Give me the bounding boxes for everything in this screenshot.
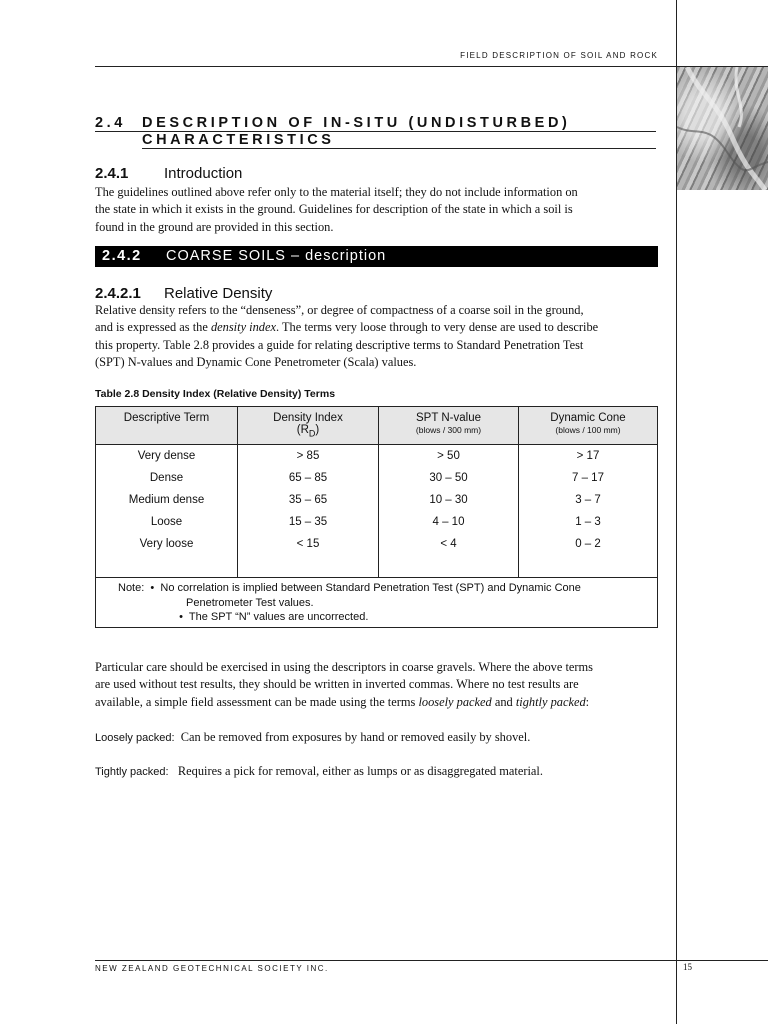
cell-density-index: < 15 — [296, 538, 320, 550]
emphasis-term: tightly packed — [515, 694, 586, 709]
section-heading-2-4 — [95, 115, 656, 149]
cell-descriptive-term: Dense — [149, 472, 184, 484]
cell-descriptive-term: Medium dense — [128, 494, 205, 506]
density-index-table — [95, 406, 658, 628]
header-spt-n-value — [379, 412, 518, 435]
note-text: The SPT “N” values are uncorrected. — [188, 611, 369, 623]
bullet: • — [150, 582, 155, 594]
text-run: : — [585, 694, 590, 709]
section-number: 2.4 — [95, 115, 126, 131]
term-text: Requires a pick for removal, either as lumps or as disaggregated material. — [177, 764, 543, 778]
subsection-title: Relative Density — [164, 285, 273, 302]
text-line: (SPT) N-values and Dynamic Cone Penetrometer (Scala) values. — [95, 354, 417, 369]
term-text: Can be removed from exposures by hand or removed easily by shovel. — [180, 730, 531, 744]
header-text: ) — [315, 424, 320, 436]
text-run: and — [491, 694, 516, 709]
cell-density-index: 15 – 35 — [288, 516, 328, 528]
header-text: Dynamic Cone — [550, 412, 626, 424]
cell-descriptive-term: Loose — [150, 516, 183, 528]
header-text: Density Index — [273, 412, 343, 424]
header-text: (R — [296, 424, 309, 436]
cell-dynamic-cone: 7 – 17 — [572, 472, 604, 484]
header-unit: (blows / 100 mm) — [555, 425, 621, 435]
text-line: this property. Table 2.8 provides a guide for relating descriptive terms to Standard Penetration Test — [95, 337, 584, 352]
cell-descriptive-term: Very dense — [137, 450, 196, 462]
rock-photo-thumbnail — [677, 67, 768, 190]
subscript: D — [308, 428, 316, 439]
cell-density-index: 35 – 65 — [288, 494, 328, 506]
header-descriptive-term: Descriptive Term — [123, 412, 210, 424]
subsection-title: Introduction — [164, 165, 243, 182]
subsection-heading-intro — [95, 165, 242, 182]
header-dynamic-cone — [519, 412, 657, 435]
cell-dynamic-cone: > 17 — [576, 450, 600, 462]
text-run: and is expressed as the — [95, 320, 211, 335]
relative-density-paragraph — [95, 302, 659, 371]
cell-density-index: > 85 — [296, 450, 320, 462]
note-divider — [96, 577, 657, 578]
text-run: available, a simple field assessment can be made using the terms — [95, 694, 419, 709]
cell-spt-n-value: > 50 — [437, 450, 460, 462]
text-line: the state in which it exists in the ground. Guidelines for description of the state in which a soil is — [95, 202, 573, 217]
table-caption: Table 2.8 Density Index (Relative Density) Terms — [95, 388, 336, 400]
header-text: SPT N-value — [416, 412, 481, 424]
running-foot: NEW ZEALAND GEOTECHNICAL SOCIETY INC. — [95, 964, 329, 973]
footer-rule — [95, 960, 768, 961]
cell-dynamic-cone: 3 – 7 — [575, 494, 601, 506]
emphasis-term: loosely packed — [418, 694, 492, 709]
subsection-number: 2.4.1 — [95, 165, 129, 182]
cell-spt-n-value: 30 – 50 — [429, 472, 468, 484]
header-rule — [95, 66, 768, 67]
table-note — [118, 581, 581, 625]
text-line: Particular care should be exercised in using the descriptors in coarse gravels. Where the above terms — [95, 660, 593, 674]
text-line: The guidelines outlined above refer only to the material itself; they do not include information on — [95, 185, 578, 199]
text-line: found in the ground are provided in this section. — [95, 219, 334, 234]
section-bar-coarse-soils — [95, 246, 658, 267]
subsection-title: COARSE SOILS – description — [166, 248, 387, 264]
header-density-index — [238, 412, 378, 438]
coarse-gravels-paragraph — [95, 659, 659, 711]
note-text: No correlation is implied between Standard Penetration Test (SPT) and Dynamic Cone — [160, 582, 581, 594]
cell-dynamic-cone: 1 – 3 — [575, 516, 601, 528]
cell-dynamic-cone: 0 – 2 — [575, 538, 601, 550]
tightly-packed-definition — [95, 764, 543, 779]
text-line — [95, 319, 659, 336]
heading-rule — [95, 131, 656, 132]
note-label: Note: — [118, 582, 145, 594]
term-label: Tightly packed: — [95, 766, 169, 778]
cell-descriptive-term: Very loose — [139, 538, 194, 550]
subsection-heading-relative-density — [95, 285, 272, 302]
note-text: Penetrometer Test values. — [186, 596, 314, 609]
heading-rule — [142, 148, 656, 149]
cell-spt-n-value: < 4 — [440, 538, 457, 550]
text-line: are used without test results, they should be written in inverted commas. Where no test results are — [95, 677, 579, 692]
bullet: • — [179, 611, 183, 623]
section-title-line2: CHARACTERISTICS — [142, 132, 335, 148]
header-unit: (blows / 300 mm) — [415, 425, 482, 435]
section-title-line1: DESCRIPTION OF IN-SITU (UNDISTURBED) — [142, 115, 571, 131]
running-head: FIELD DESCRIPTION OF SOIL AND ROCK — [460, 51, 658, 60]
text-line: Relative density refers to the “denseness”, or degree of compactness of a coarse soil in the ground, — [95, 303, 584, 317]
emphasis-term: density index — [210, 320, 276, 335]
text-line — [95, 694, 659, 711]
cell-spt-n-value: 10 – 30 — [429, 494, 468, 506]
loosely-packed-definition — [95, 730, 530, 745]
page-number: 15 — [683, 962, 692, 972]
cell-density-index: 65 – 85 — [288, 472, 328, 484]
text-run: . The terms very loose through to very dense are used to describe — [276, 320, 599, 335]
term-label: Loosely packed: — [95, 732, 175, 744]
intro-paragraph — [95, 184, 659, 236]
cell-spt-n-value: 4 – 10 — [432, 516, 465, 528]
subsection-number: 2.4.2 — [102, 248, 142, 264]
subsection-number: 2.4.2.1 — [95, 285, 141, 302]
